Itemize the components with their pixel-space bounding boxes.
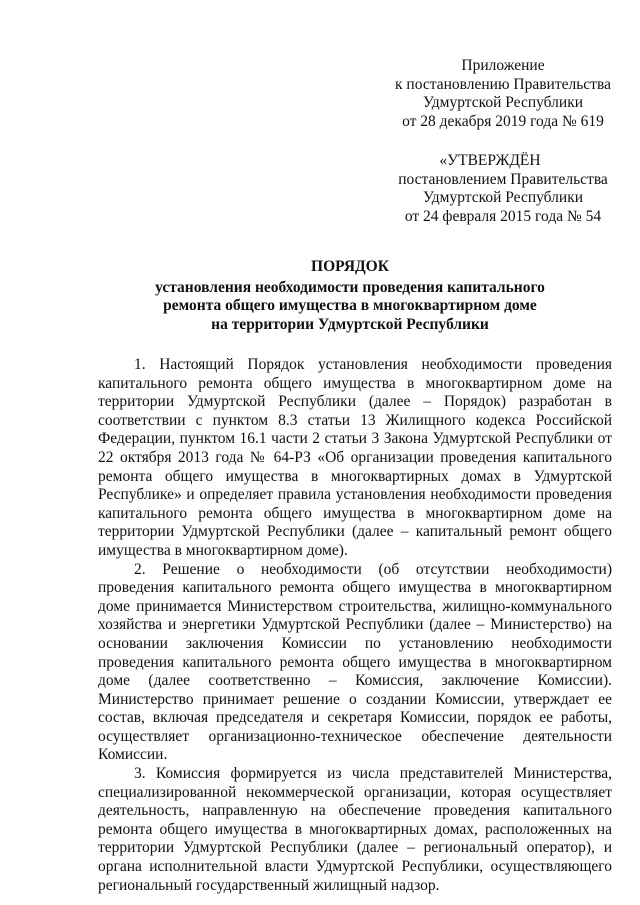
title-subtitle-line-3: на территории Удмуртской Республики (211, 315, 489, 333)
approval-date: от 24 февраля 2015 года № 54 (404, 207, 602, 225)
approval-reference: постановлением Правительства (398, 170, 608, 188)
approval-republic: Удмуртской Республики (422, 189, 584, 206)
title-subtitle-line-1: установления необходимости проведения капитального (155, 278, 545, 296)
annex-republic: Удмуртской Республики (422, 94, 584, 111)
approval-stamp (380, 152, 626, 226)
annex-date: от 28 декабря 2019 года № 619 (402, 112, 604, 130)
document-body (98, 356, 612, 895)
title-subtitle-line-2: ремонта общего имущества в многоквартирном доме (163, 297, 537, 314)
paragraph-2: 2. Решение о необходимости (об отсутствии необходимости) проведения капитального ремонта общего имущества в многоквартирном доме принимается Министерством строительства, жилищно-коммунального хозяйства и энергетики Удмуртской Республики (далее – Министерство) на основании заключения Комиссии по установлению необходимости проведения капитального ремонта общего имущества в многоквартирном доме (далее соответственно – Комиссия, заключение Комиссии). Министерство принимает решение о создании Комиссии, утверждает ее состав, включая председателя и секретаря Комиссии, порядок ее работы, осуществляет организационно-техническое обеспечение деятельности Комиссии. (98, 560, 612, 764)
annex-header (380, 57, 626, 131)
approval-label: «УТВЕРЖДЁН (439, 152, 541, 169)
paragraph-1: 1. Настоящий Порядок установления необходимости проведения капитального ремонта общего имущества в многоквартирном доме на территории Удмуртской Республики (далее – Порядок) разработан в соответствии с пунктом 8.3 статьи 13 Жилищного кодекса Российской Федерации, пунктом 16.1 части 2 статьи 3 Закона Удмуртской Республики от 22 октября 2013 года № 64-РЗ «Об организации проведения капитального ремонта общего имущества в многоквартирных домах в Удмуртской Республике» и определяет правила установления необходимости проведения капитального ремонта общего имущества в многоквартирном доме на территории Удмуртской Республики (далее – капитальный ремонт общего имущества в многоквартирном доме). (98, 356, 612, 559)
document-title (100, 258, 600, 334)
annex-reference: к постановлению Правительства (395, 75, 611, 93)
annex-label: Приложение (461, 57, 545, 74)
title-main: ПОРЯДОК (311, 258, 389, 275)
paragraph-3: 3. Комиссия формируется из числа представителей Министерства, специализированной некоммерческой организации, которая осуществляет деятельность, направленную на обеспечение проведения капитального ремонта общего имущества в многоквартирных домах, расположенных на территории Удмуртской Республики (далее – региональный оператор), и органа исполнительной власти Удмуртской Республики, осуществляющего региональный государственный жилищный надзор. (98, 765, 612, 894)
